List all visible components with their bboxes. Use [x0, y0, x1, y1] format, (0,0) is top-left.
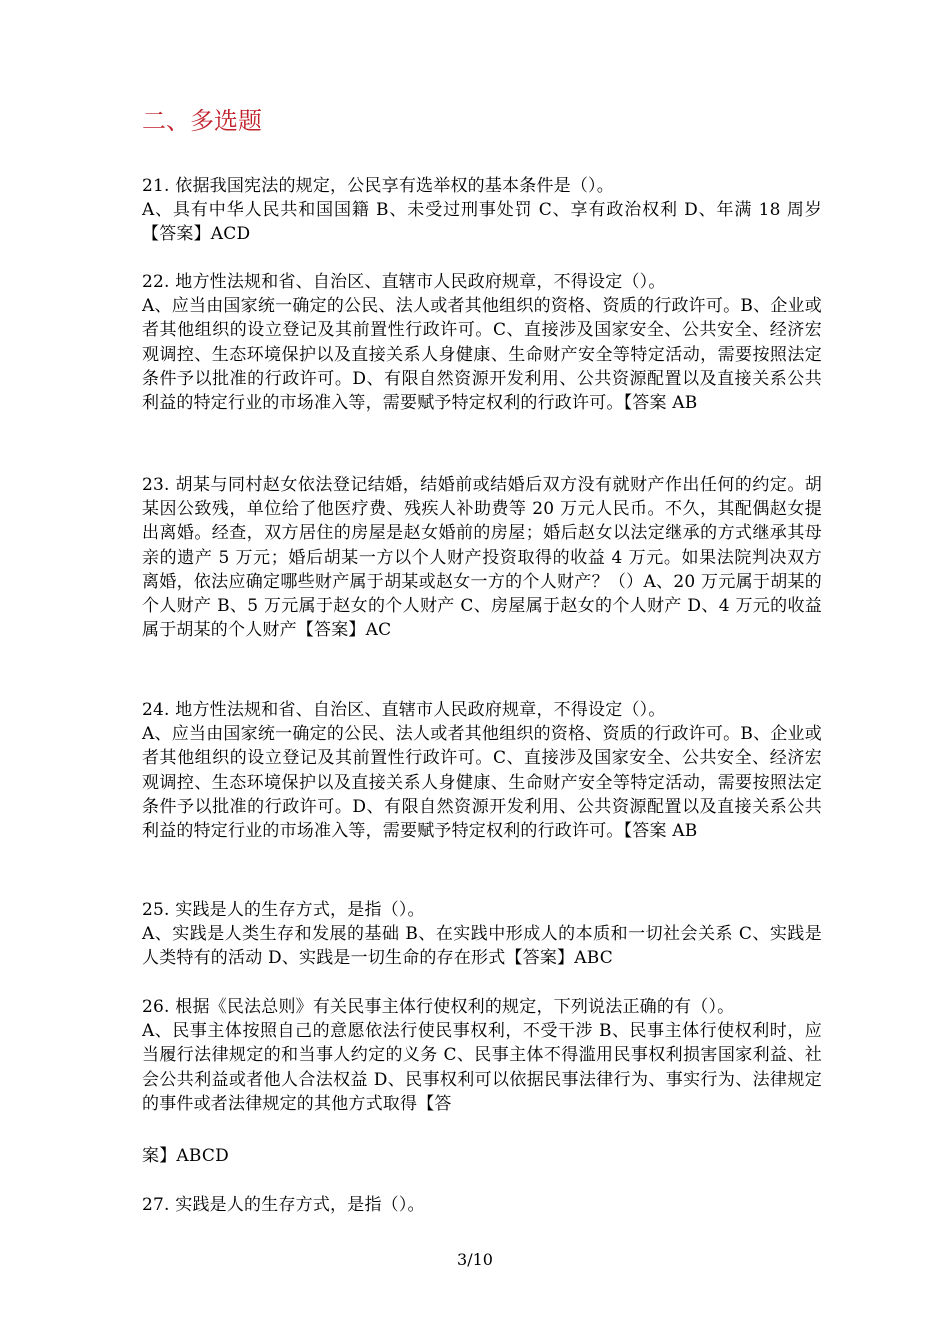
question-options: A、应当由国家统一确定的公民、法人或者其他组织的资格、资质的行政许可。B、企业或者其他组织的设立登记及其前置性行政许可。C、直接涉及国家安全、公共安全、经济宏观调控、生态环境保护以及直接关系人身健康、生命财产安全等特定活动，需要按照法定条件予以批准的行政许可。D、有限自然资源开发利用、公共资源配置以及直接关系公共利益的特定行业的市场准入等，需要赋予特定权利的行政许可。【答案 AB — [142, 296, 822, 414]
question-25 — [142, 898, 822, 971]
question-stem: 25. 实践是人的生存方式，是指（）。 — [142, 900, 425, 920]
question-23 — [142, 473, 822, 642]
question-options: A、具有中华人民共和国国籍 B、未受过刑事处罚 C、享有政治权利 D、年满 18 周岁【答案】ACD — [142, 200, 822, 245]
page-number: 3/10 — [457, 1250, 493, 1269]
question-stem: 21. 依据我国宪法的规定，公民享有选举权的基本条件是（）。 — [142, 176, 614, 196]
answer-text: 案】ABCD — [142, 1146, 229, 1166]
question-26 — [142, 995, 822, 1116]
section-heading: 二、多选题 — [142, 107, 262, 135]
question-stem: 24. 地方性法规和省、自治区、直辖市人民政府规章，不得设定（）。 — [142, 700, 666, 720]
question-26-answer-continuation — [142, 1144, 822, 1168]
question-stem: 23. 胡某与同村赵女依法登记结婚，结婚前或结婚后双方没有就财产作出任何的约定。胡某因公致残，单位给了他医疗费、残疾人补助费等 20 万元人民币。不久，其配偶赵女提出离婚。经查，双方居住的房屋是赵女婚前的房屋；婚后赵女以法定继承的方式继承其母亲的遗产 5 万元；婚后胡某一方以个人财产投资取得的收益 4 万元。如果法院判决双方离婚，依法应确定哪些财产属于胡某或赵女一方的个人财产？（）A、20 万元属于胡某的个人财产 B、5 万元属于赵女的个人财产 C、房屋属于赵女的个人财产 D、4 万元的收益属于胡某的个人财产【答案】AC — [142, 475, 822, 641]
question-options: A、民事主体按照自己的意愿依法行使民事权利，不受干涉 B、民事主体行使权利时，应当履行法律规定的和当事人约定的义务 C、民事主体不得滥用民事权利损害国家利益、社会公共利益或者他人合法权益 D、民事权利可以依据民事法律行为、事实行为、法律规定的事件或者法律规定的其他方式取得【答 — [142, 1021, 822, 1114]
question-stem: 22. 地方性法规和省、自治区、直辖市人民政府规章，不得设定（）。 — [142, 272, 666, 292]
question-24 — [142, 698, 822, 843]
question-27 — [142, 1193, 822, 1217]
question-options: A、实践是人类生存和发展的基础 B、在实践中形成人的本质和一切社会关系 C、实践是人类特有的活动 D、实践是一切生命的存在形式【答案】ABC — [142, 924, 822, 969]
question-stem: 26. 根据《民法总则》有关民事主体行使权利的规定，下列说法正确的有（）。 — [142, 997, 735, 1017]
question-21 — [142, 174, 822, 247]
question-options: A、应当由国家统一确定的公民、法人或者其他组织的资格、资质的行政许可。B、企业或者其他组织的设立登记及其前置性行政许可。C、直接涉及国家安全、公共安全、经济宏观调控、生态环境保护以及直接关系人身健康、生命财产安全等特定活动，需要按照法定条件予以批准的行政许可。D、有限自然资源开发利用、公共资源配置以及直接关系公共利益的特定行业的市场准入等，需要赋予特定权利的行政许可。【答案 AB — [142, 724, 822, 842]
question-stem: 27. 实践是人的生存方式，是指（）。 — [142, 1195, 425, 1215]
question-22 — [142, 270, 822, 415]
